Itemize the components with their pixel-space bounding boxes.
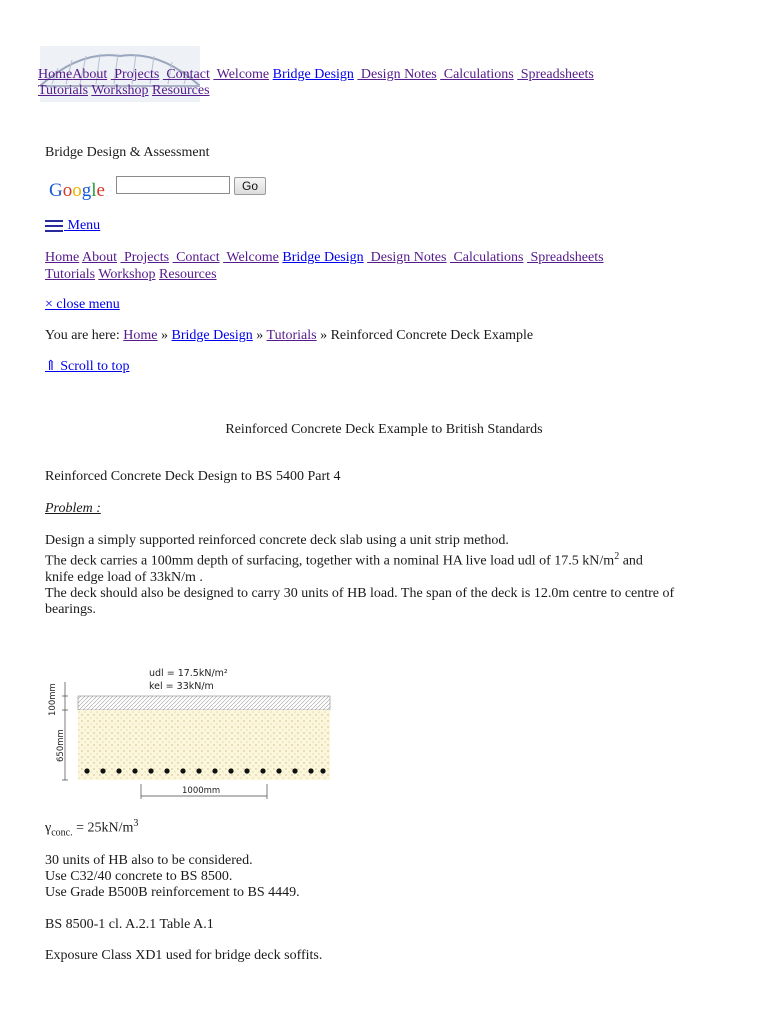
breadcrumb-bridge-design[interactable]: Bridge Design — [171, 328, 253, 343]
deck-section-diagram — [45, 660, 335, 800]
menu-nav-bridge-design[interactable]: Bridge Design — [282, 250, 364, 265]
problem-line-2-text: The deck carries a 100mm depth of surfacing, together with a nominal HA live load udl of 17.5 kN/m — [45, 553, 615, 569]
gamma-value: = 25kN/m — [72, 820, 134, 836]
udl-label: udl = 17.5kN/m² — [149, 668, 228, 679]
problem-line-1: Design a simply supported reinforced concrete deck slab using a unit strip method. — [45, 533, 509, 548]
menu-nav-design-notes[interactable]: Design Notes — [367, 250, 447, 265]
article-subtitle: Reinforced Concrete Deck Design to BS 5400 Part 4 — [45, 469, 341, 484]
problem-label: Problem : — [45, 501, 101, 516]
kel-label: kel = 33kN/m — [149, 681, 214, 692]
top-nav-contact[interactable]: Contact — [162, 67, 210, 82]
top-nav-about[interactable]: About — [72, 67, 108, 82]
close-menu-link[interactable]: × close menu — [45, 297, 120, 312]
problem-line-3: knife edge load of 33kN/m . — [45, 569, 203, 585]
top-nav-design-notes[interactable]: Design Notes — [357, 67, 437, 82]
surfacing-dimension-label: 100mm — [48, 683, 58, 716]
article-title: Reinforced Concrete Deck Example to British Standards — [225, 422, 543, 437]
gamma-superscript: 3 — [133, 818, 139, 829]
exposure-class: Exposure Class XD1 used for bridge deck soffits. — [45, 948, 323, 963]
menu-nav-workshop[interactable]: Workshop — [98, 267, 156, 282]
site-title: Bridge Design & Assessment — [45, 145, 210, 160]
design-criteria — [45, 853, 725, 901]
breadcrumb-separator: » — [161, 328, 168, 343]
breadcrumb-tutorials[interactable]: Tutorials — [266, 328, 317, 343]
top-nav-tutorials[interactable]: Tutorials — [38, 83, 89, 98]
go-button[interactable]: Go — [234, 177, 266, 195]
top-nav-resources[interactable]: Resources — [152, 83, 210, 98]
menu-nav-contact[interactable]: Contact — [172, 250, 220, 265]
breadcrumb-prefix: You are here: — [45, 328, 120, 343]
menu-nav-tutorials[interactable]: Tutorials — [45, 267, 96, 282]
menu-nav-line-1 — [45, 249, 604, 266]
top-nav — [38, 67, 594, 99]
problem-line-4: The deck should also be designed to carry 30 units of HB load. The span of the deck is 12.0m centre to centre of bearings. — [45, 585, 675, 617]
problem-line-2 — [45, 549, 725, 570]
width-dimension-label: 1000mm — [182, 786, 221, 796]
menu-nav-line-2 — [45, 266, 604, 283]
breadcrumb-separator: » — [256, 328, 264, 343]
top-nav-spreadsheets[interactable]: Spreadsheets — [517, 67, 594, 82]
top-nav-line-1 — [38, 67, 594, 83]
google-logo — [48, 178, 112, 202]
problem-statement — [45, 533, 725, 618]
criteria-hb: 30 units of HB also to be considered. — [45, 853, 253, 868]
depth-dimension-label: 650mm — [56, 729, 66, 762]
standard-reference: BS 8500-1 cl. A.2.1 Table A.1 — [45, 917, 214, 932]
menu-nav-welcome[interactable]: Welcome — [223, 250, 279, 265]
menu-nav-resources[interactable]: Resources — [159, 267, 217, 282]
menu-nav-home[interactable]: Home — [45, 250, 80, 265]
menu-nav-calculations[interactable]: Calculations — [449, 250, 524, 265]
menu-nav-projects[interactable]: Projects — [120, 250, 170, 265]
criteria-concrete: Use C32/40 concrete to BS 8500. — [45, 869, 233, 884]
top-nav-workshop[interactable]: Workshop — [91, 83, 149, 98]
scroll-to-top-link[interactable]: ⇑ Scroll to top — [45, 359, 130, 374]
svg-text:Google: Google — [49, 180, 105, 201]
top-nav-line-2 — [38, 83, 594, 99]
top-nav-home[interactable]: Home — [38, 67, 73, 82]
breadcrumb-home[interactable]: Home — [123, 328, 158, 343]
top-nav-calculations[interactable]: Calculations — [440, 67, 514, 82]
menu-nav-about[interactable]: About — [81, 250, 117, 265]
breadcrumb — [45, 328, 533, 344]
hamburger-icon[interactable] — [45, 220, 63, 232]
menu-nav — [45, 249, 604, 283]
menu-toggle-link[interactable]: Menu — [64, 218, 101, 233]
top-nav-projects[interactable]: Projects — [110, 67, 160, 82]
density-line — [45, 818, 138, 838]
search-input[interactable] — [116, 176, 230, 194]
top-nav-welcome[interactable]: Welcome — [213, 67, 270, 82]
criteria-reinforcement: Use Grade B500B reinforcement to BS 4449. — [45, 885, 300, 900]
top-nav-bridge-design[interactable]: Bridge Design — [272, 67, 354, 82]
menu-nav-spreadsheets[interactable]: Spreadsheets — [526, 250, 604, 265]
gamma-subscript: conc. — [51, 827, 73, 839]
problem-line-2-end: and — [619, 553, 643, 569]
superscript: 2 — [614, 551, 620, 562]
breadcrumb-current: Reinforced Concrete Deck Example — [330, 328, 534, 343]
gamma-symbol: γ — [45, 820, 52, 836]
breadcrumb-separator: » — [320, 328, 328, 343]
